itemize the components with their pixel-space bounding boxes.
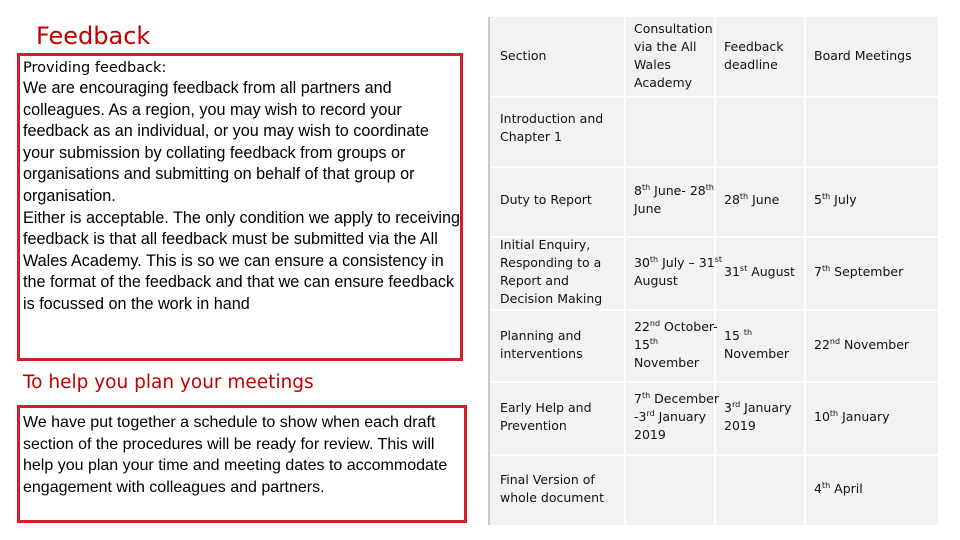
cell-deadline: 31st August xyxy=(724,263,795,279)
feedback-paragraph-1: We are encouraging feedback from all partners and colleagues. As a region, you may wish to record your feedback as an individual, or you may wish to coordinate your submission by collating feedback from groups or organisations and submitting on behalf of that group or organisation. xyxy=(23,79,429,205)
cell-section: Duty to Report xyxy=(500,192,592,207)
cell-board: 7th September xyxy=(814,263,904,279)
table-row xyxy=(490,236,938,311)
table-row xyxy=(490,166,938,238)
cell-consultation: 8th June- 28th June xyxy=(634,182,714,216)
cell-board: 4th April xyxy=(814,480,863,496)
cell-section: Planning and interventions xyxy=(500,328,583,361)
header-consultation: Consultation via the All Wales Academy xyxy=(634,21,713,90)
cell-consultation: 22nd October- 15th November xyxy=(634,318,718,370)
feedback-subheading: Providing feedback: xyxy=(23,60,167,76)
planning-heading: To help you plan your meetings xyxy=(23,372,314,393)
cell-section: Early Help and Prevention xyxy=(500,400,592,433)
cell-section: Final Version of whole document xyxy=(500,472,604,505)
header-section: Section xyxy=(500,48,547,63)
header-board: Board Meetings xyxy=(814,48,912,63)
header-deadline: Feedback deadline xyxy=(724,39,784,72)
table-row xyxy=(490,381,938,456)
planning-paragraph: We have put together a schedule to show when each draft section of the procedures will be ready for review. This will help you plan your time and meeting dates to accommodate engagement with colleagues and partners. xyxy=(23,414,448,496)
cell-consultation: 30th July – 31st August xyxy=(634,254,722,288)
cell-consultation: 7th December -3rd January 2019 xyxy=(634,390,719,442)
cell-board: 22nd November xyxy=(814,336,910,352)
schedule-table xyxy=(488,17,938,525)
feedback-text xyxy=(23,78,463,316)
cell-deadline: 15 $^{th}$ November xyxy=(724,327,790,361)
page-title: Feedback xyxy=(36,22,151,50)
feedback-paragraph-2: Either is acceptable. The only condition we apply to receiving feedback is that all feedback must be submitted via the All Wales Academy. This is so we can ensure a consistency in the format of the feedback and that we can ensure feedback is focussed on the work in hand xyxy=(23,208,461,313)
cell-deadline: 3rd January 2019 xyxy=(724,399,792,433)
cell-section: Introduction and Chapter 1 xyxy=(500,111,604,144)
table-header-row xyxy=(490,17,938,98)
cell-board: 10th January xyxy=(814,408,890,424)
cell-board: 5th July xyxy=(814,191,857,207)
table-row xyxy=(490,454,938,525)
table-row xyxy=(490,96,938,168)
cell-deadline: 28th June xyxy=(724,191,780,207)
cell-section: Initial Enquiry, Responding to a Report and Decision Making xyxy=(500,237,603,306)
table-row xyxy=(490,309,938,383)
